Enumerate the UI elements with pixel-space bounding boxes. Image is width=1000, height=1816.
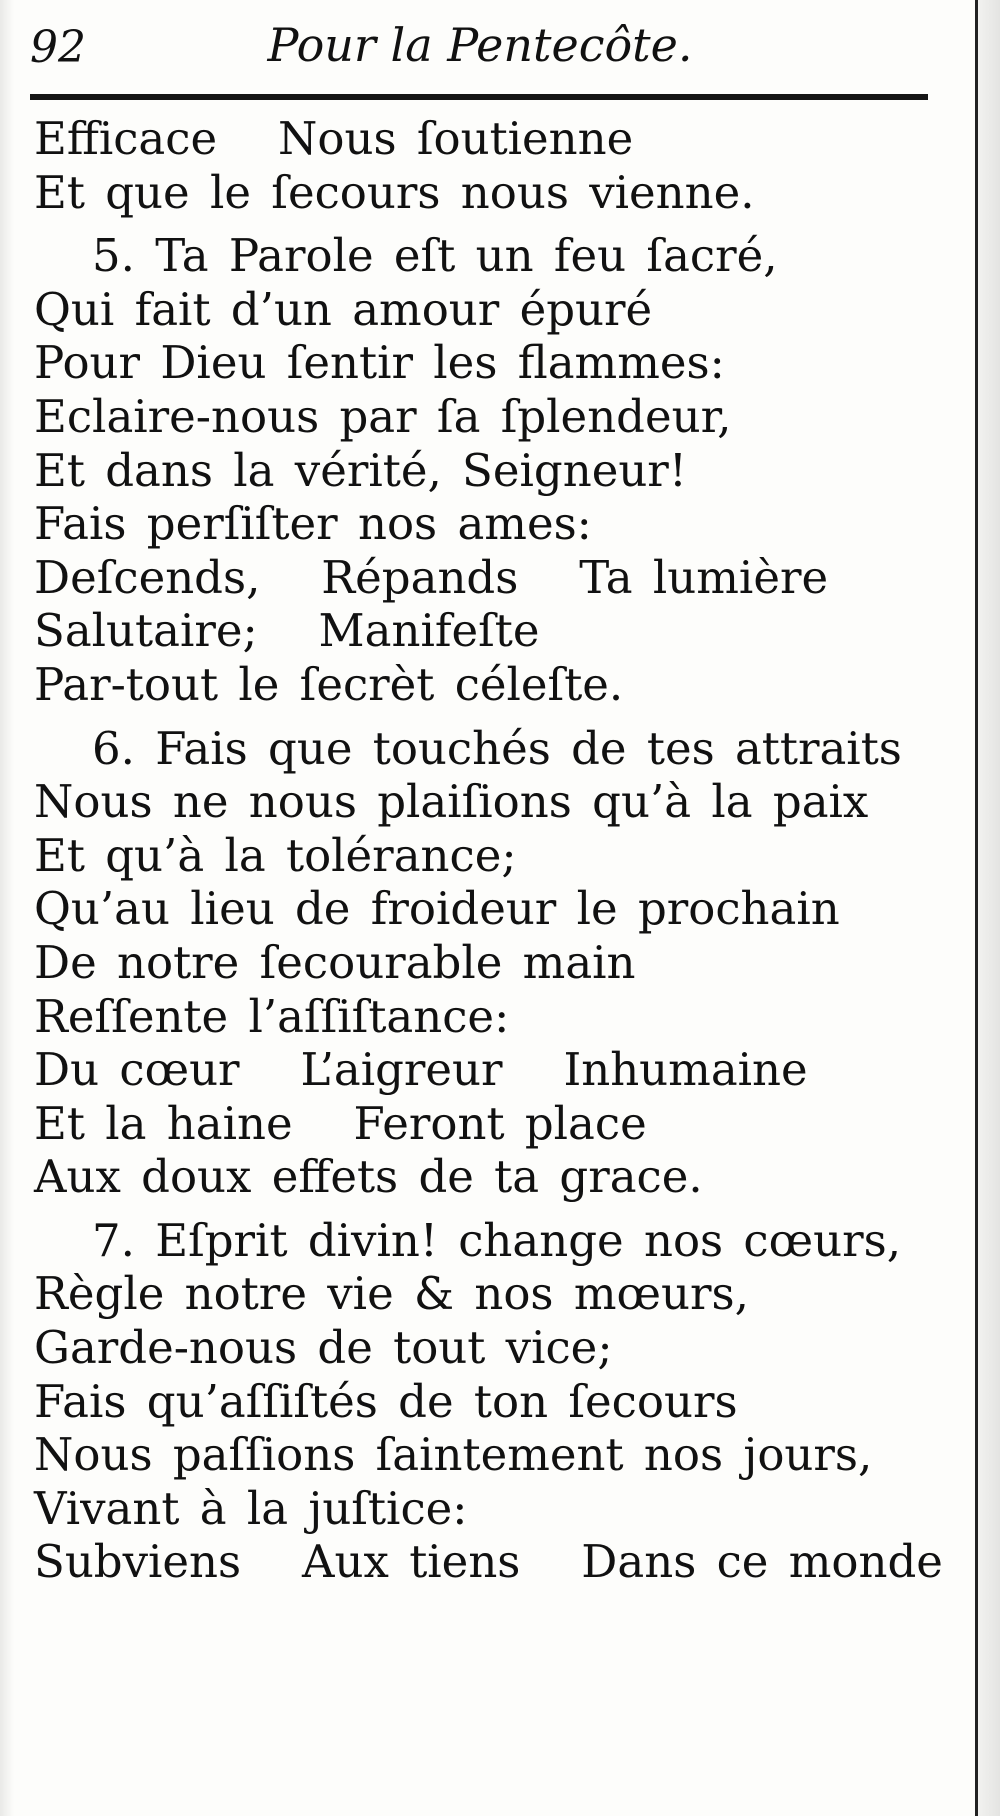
verse-line: 7. Eſprit divin! change nos cœurs,	[92, 1213, 902, 1267]
page-right-margin	[978, 0, 1000, 1816]
verse-line: Vivant à la juſtice:	[34, 1481, 468, 1535]
verse-line: Eclaire-nous par ſa ſplendeur,	[34, 389, 732, 443]
verse-line: Fais perſiſter nos ames:	[34, 497, 592, 551]
verse-line: Nous paſſions ſaintement nos jours,	[34, 1428, 873, 1482]
verse-line: Qu’au lieu de froideur le prochain	[34, 882, 840, 936]
running-title: Pour la Pentecôte.	[267, 18, 693, 72]
verse-line: Pour Dieu ſentir les flammes:	[34, 336, 725, 390]
verse-line: Et qu’à la tolérance;	[34, 828, 517, 882]
page-right-edge	[975, 0, 978, 1816]
verse-line: Efficace Nous ſoutienne	[34, 112, 634, 165]
stanza-6	[34, 722, 974, 1204]
verse-line: Reſſente l’aſſiſtance:	[34, 989, 510, 1043]
verse-line: Règle notre vie & nos mœurs,	[34, 1267, 749, 1321]
verse-line: Fais qu’aſſiſtés de ton ſecours	[34, 1374, 738, 1428]
verse-line: Garde-nous de tout vice;	[34, 1321, 613, 1375]
header-rule	[30, 94, 928, 100]
page-left-edge	[0, 0, 14, 1816]
verse-line: De notre ſecourable main	[34, 935, 636, 989]
verse-line: Par-tout le ſecrèt céleſte.	[34, 657, 624, 711]
stanza-5	[34, 229, 974, 711]
verse-line: Deſcends, Répands Ta lumière	[34, 550, 829, 604]
verse-line: Qui fait d’un amour épuré	[34, 282, 653, 336]
hymn-text	[34, 112, 974, 1589]
stanza-continuation	[34, 112, 974, 219]
verse-line: 5. Ta Parole eſt un feu ſacré,	[92, 229, 778, 283]
page-number: 92	[30, 22, 86, 73]
verse-line: Du cœur L’aigreur Inhumaine	[34, 1043, 808, 1097]
verse-line: Et la haine Feront place	[34, 1096, 647, 1150]
verse-line: Nous ne nous plaiſions qu’à la paix	[34, 775, 869, 829]
verse-line: Et que le ſecours nous vienne.	[34, 165, 755, 219]
verse-line: 6. Fais que touchés de tes attraits	[92, 721, 902, 775]
verse-line: Subviens Aux tiens Dans ce monde	[34, 1535, 943, 1589]
verse-line: Salutaire; Manifeſte	[34, 604, 540, 658]
page-header	[30, 18, 930, 88]
verse-line: Et dans la vérité, Seigneur!	[34, 443, 687, 497]
verse-line: Aux doux effets de ta grace.	[34, 1150, 703, 1204]
stanza-7	[34, 1214, 974, 1589]
